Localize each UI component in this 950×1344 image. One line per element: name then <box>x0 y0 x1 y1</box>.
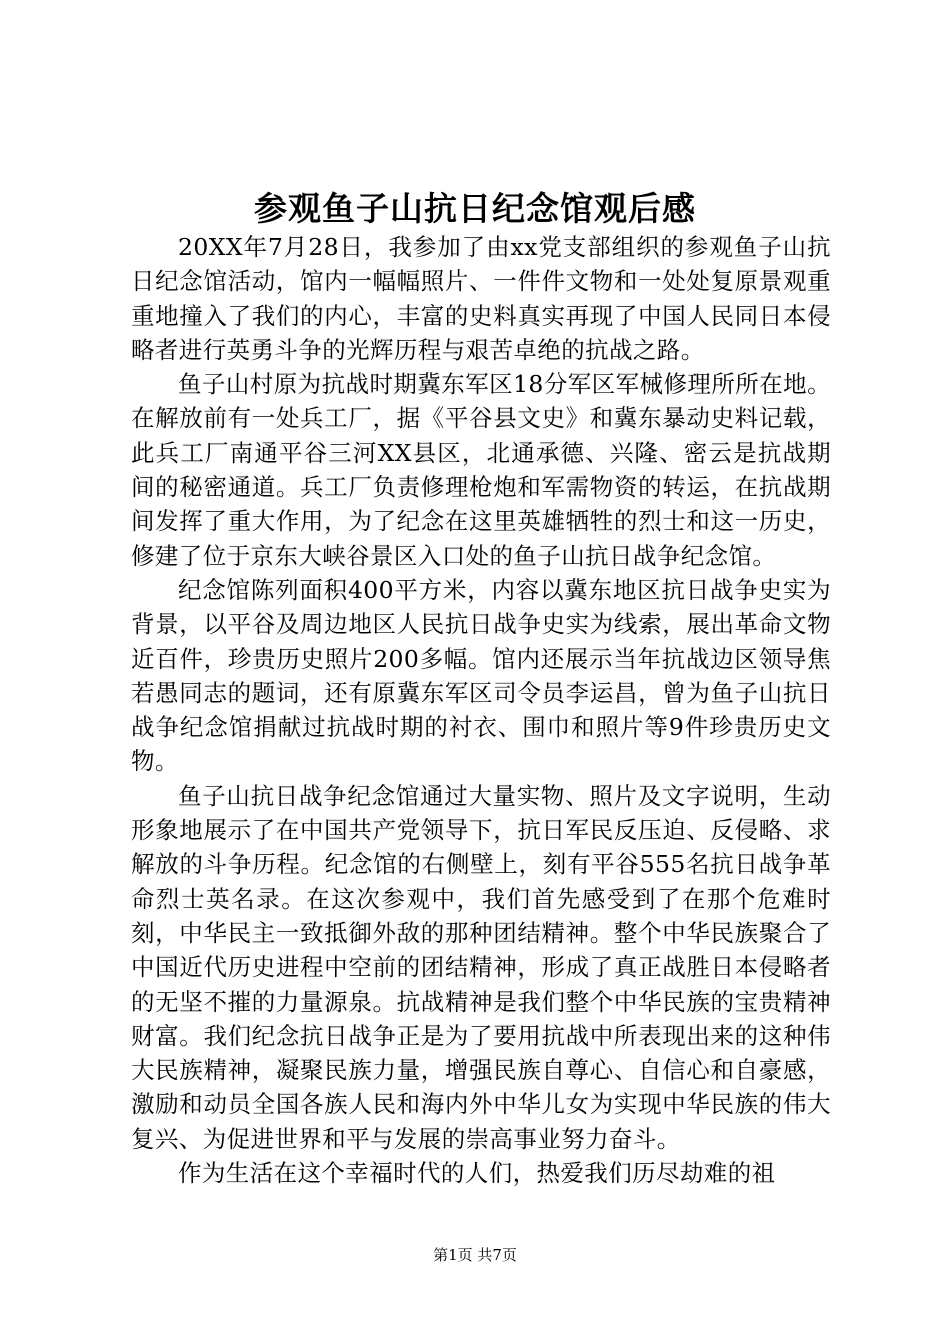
paragraph-4: 鱼子山抗日战争纪念馆通过大量实物、照片及文字说明，生动形象地展示了在中国共产党领导下，抗日军民反压迫、反侵略、求解放的斗争历程。纪念馆的右侧壁上，刻有平谷555名抗日战争革命烈士英名录。在这次参观中，我们首先感受到了在那个危难时刻，中华民主一致抵御外敌的那种团结精神。整个中华民族聚合了中国近代历史进程中空前的团结精神，形成了真正战胜日本侵略者的无坚不摧的力量源泉。抗战精神是我们整个中华民族的宝贵精神财富。我们纪念抗日战争正是为了要用抗战中所表现出来的这种伟大民族精神，凝聚民族力量，增强民族自尊心、自信心和自豪感，激励和动员全国各族人民和海内外中华儿女为实现中华民族的伟大复兴、为促进世界和平与发展的崇高事业努力奋斗。 <box>131 781 831 1153</box>
paragraph-3: 纪念馆陈列面积400平方米，内容以冀东地区抗日战争史实为背景，以平谷及周边地区人民抗日战争史实为线索，展出革命文物近百件，珍贵历史照片200多幅。馆内还展示当年抗战边区领导焦若愚同志的题词，还有原冀东军区司令员李运昌，曾为鱼子山抗日战争纪念馆捐献过抗战时期的衬衣、围巾和照片等9件珍贵历史文物。 <box>131 575 831 776</box>
paragraph-5: 作为生活在这个幸福时代的人们，热爱我们历尽劫难的祖 <box>178 1159 776 1188</box>
paragraph-1: 20XX年7月28日，我参加了由xx党支部组织的参观鱼子山抗日纪念馆活动，馆内一幅幅照片、一件件文物和一处处复原景观重重地撞入了我们的内心，丰富的史料真实再现了中国人民同日本侵略者进行英勇斗争的光辉历程与艰苦卓绝的抗战之路。 <box>131 233 831 364</box>
document-title: 参观鱼子山抗日纪念馆观后感 <box>254 189 696 228</box>
page-number-footer: 第1页 共7页 <box>433 1246 517 1264</box>
document-body <box>131 230 831 1190</box>
paragraph-2: 鱼子山村原为抗战时期冀东军区18分军区军械修理所所在地。在解放前有一处兵工厂，据《平谷县文史》和冀东暴动史料记载，此兵工厂南通平谷三河XX县区，北通承德、兴隆、密云是抗战期间的秘密通道。兵工厂负责修理枪炮和军需物资的转运，在抗战期间发挥了重大作用，为了纪念在这里英雄牺牲的烈士和这一历史，修建了位于京东大峡谷景区入口处的鱼子山抗日战争纪念馆。 <box>131 370 831 570</box>
